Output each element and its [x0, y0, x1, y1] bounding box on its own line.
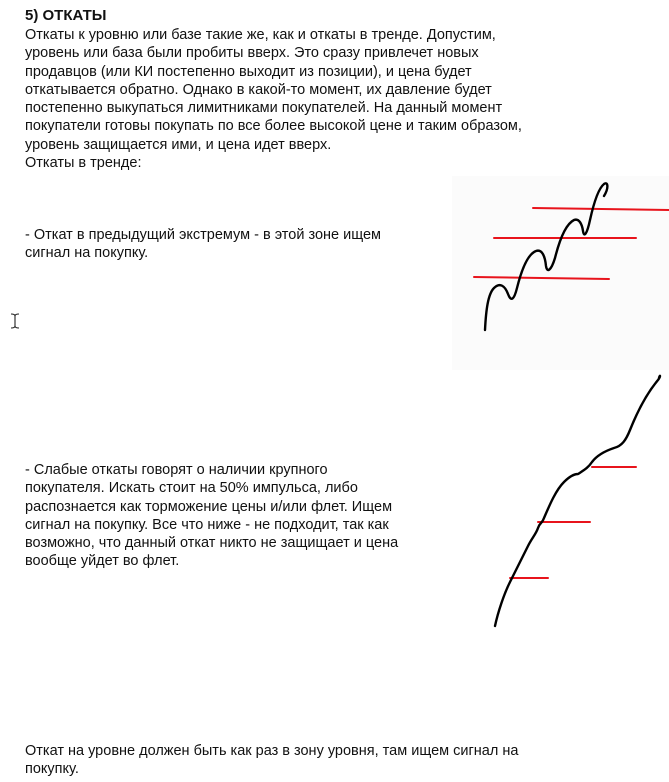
section-heading: 5) ОТКАТЫ — [25, 7, 107, 24]
intro-line: Откаты к уровню или базе такие же, как и откаты в тренде. Допустим, — [25, 27, 496, 43]
point-line: - Откат в предыдущий экстремум - в этой зоне ищем — [25, 227, 382, 243]
point-level-pullback — [25, 742, 518, 779]
intro-line: продавцов (или КИ постепенно выходит из позиции), и цена будет — [25, 63, 472, 80]
intro-paragraph — [25, 26, 585, 172]
point-line: - Слабые откаты говорят о наличии крупного — [25, 462, 328, 478]
point-line: сигнал на покупку. — [25, 245, 149, 262]
intro-line: постепенно выкупаться лимитниками покупателей. На данный момент — [25, 100, 503, 117]
intro-line: Откаты в тренде: — [25, 155, 142, 172]
intro-line: покупатели готовы покупать по все более высокой цене и таким образом, — [25, 118, 522, 135]
point-line: возможно, что данный откат никто не защищает и цена — [25, 535, 399, 552]
point-line: распознается как торможение цены и/или флет. Ищем — [25, 498, 393, 515]
intro-line: уровень или база были пробиты вверх. Это сразу привлечет новых — [25, 45, 479, 62]
text-cursor-icon — [10, 313, 20, 329]
point-line: Откат на уровне должен быть как раз в зону уровня, там ищем сигнал на — [25, 743, 519, 759]
level-line — [474, 277, 609, 279]
point-previous-extremum — [25, 226, 381, 263]
point-line: сигнал на покупку. Все что ниже - не подходит, так как — [25, 516, 389, 533]
point-line: покупку. — [25, 761, 79, 778]
intro-line: откатывается обратно. Однако в какой-то момент, их давление будет — [25, 81, 492, 98]
price-path — [485, 183, 607, 330]
point-line: вообще уйдет во флет. — [25, 553, 180, 570]
level-line — [533, 208, 669, 210]
point-weak-pullbacks — [25, 461, 398, 571]
point-line: покупателя. Искать стоит на 50% импульса, либо — [25, 480, 358, 497]
price-path — [495, 376, 660, 626]
weak-pullbacks-sketch — [488, 370, 669, 632]
pullback-previous-extremum-sketch — [452, 176, 669, 370]
intro-line: уровень защищается ими, и цена идет вверх. — [25, 136, 332, 153]
